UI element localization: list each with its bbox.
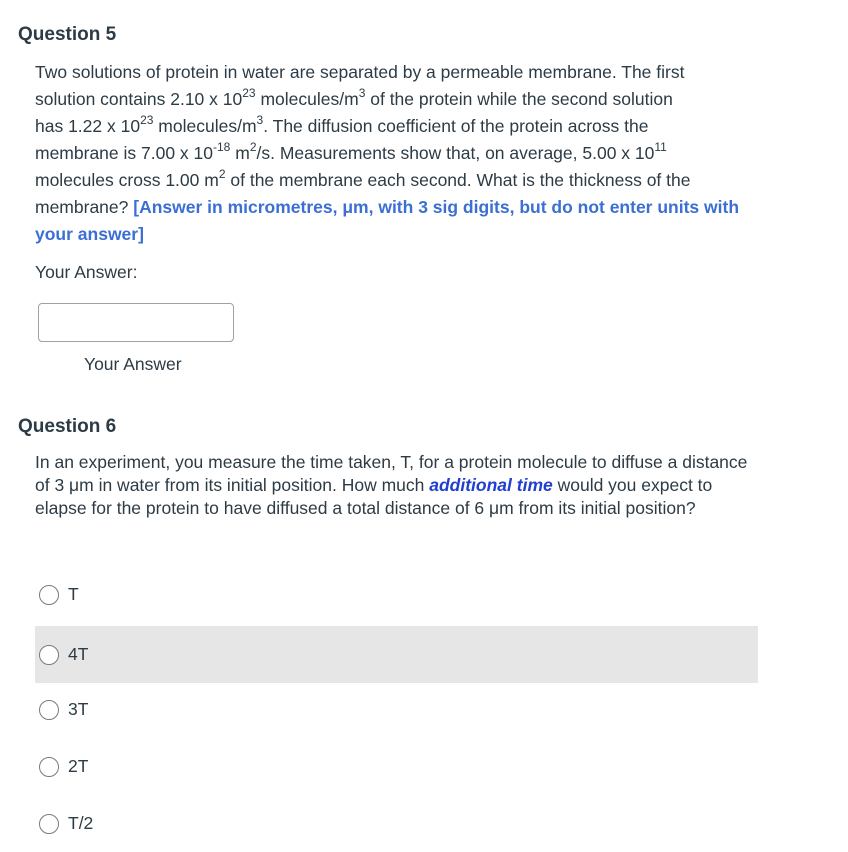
option-2t[interactable] bbox=[35, 738, 758, 795]
option-label: 2T bbox=[68, 756, 89, 776]
radio-icon[interactable] bbox=[39, 700, 59, 720]
question-6-title: Question 6 bbox=[18, 416, 117, 437]
option-3t[interactable] bbox=[35, 681, 758, 738]
option-label: 4T bbox=[68, 644, 89, 664]
your-answer-label: Your Answer: bbox=[35, 262, 138, 282]
additional-time-emphasis: additional time bbox=[429, 475, 553, 495]
radio-icon[interactable] bbox=[39, 645, 59, 665]
radio-icon[interactable] bbox=[39, 757, 59, 777]
option-label: T/2 bbox=[68, 813, 94, 833]
radio-icon[interactable] bbox=[39, 585, 59, 605]
option-label: 3T bbox=[68, 699, 89, 719]
answer-format-note: [Answer in micrometres, μm, with 3 sig digits, but do not enter units with your answer] bbox=[35, 197, 740, 244]
question-6-text: In an experiment, you measure the time taken, T, for a protein molecule to diffuse a distance of 3 μm in water from its initial position. How much additional time would you expect to elapse for the protein to have diffused a total distance of 6 μm from its initial position? bbox=[35, 452, 748, 518]
radio-icon[interactable] bbox=[39, 814, 59, 834]
option-label: T bbox=[68, 584, 79, 604]
option-t-half[interactable] bbox=[35, 795, 758, 852]
answer-input[interactable] bbox=[38, 303, 234, 342]
question-5-text: Two solutions of protein in water are separated by a permeable membrane. The first solution contains 2.10 x $10^{23}$ molecules/$m^3$ of the protein while the second solution has 1.22 x $10^{23}$ molecules/$m^3$. The diffusion coefficient of the protein across the membrane is 7.00 x $10^{-18}$ $m^2/s$. Measurements show that, on average, 5.00 x $10^{11}$ molecules cross 1.00 $m^2$ of the membrane each second. What is the thickness of the membrane? [Answer in micrometres, μm, with 3 sig digits, but do not enter units with your answer] bbox=[35, 62, 740, 244]
option-4t[interactable] bbox=[35, 626, 758, 683]
option-t[interactable] bbox=[35, 566, 758, 623]
answer-input-caption: Your Answer bbox=[84, 354, 182, 374]
question-5-title: Question 5 bbox=[18, 24, 117, 45]
